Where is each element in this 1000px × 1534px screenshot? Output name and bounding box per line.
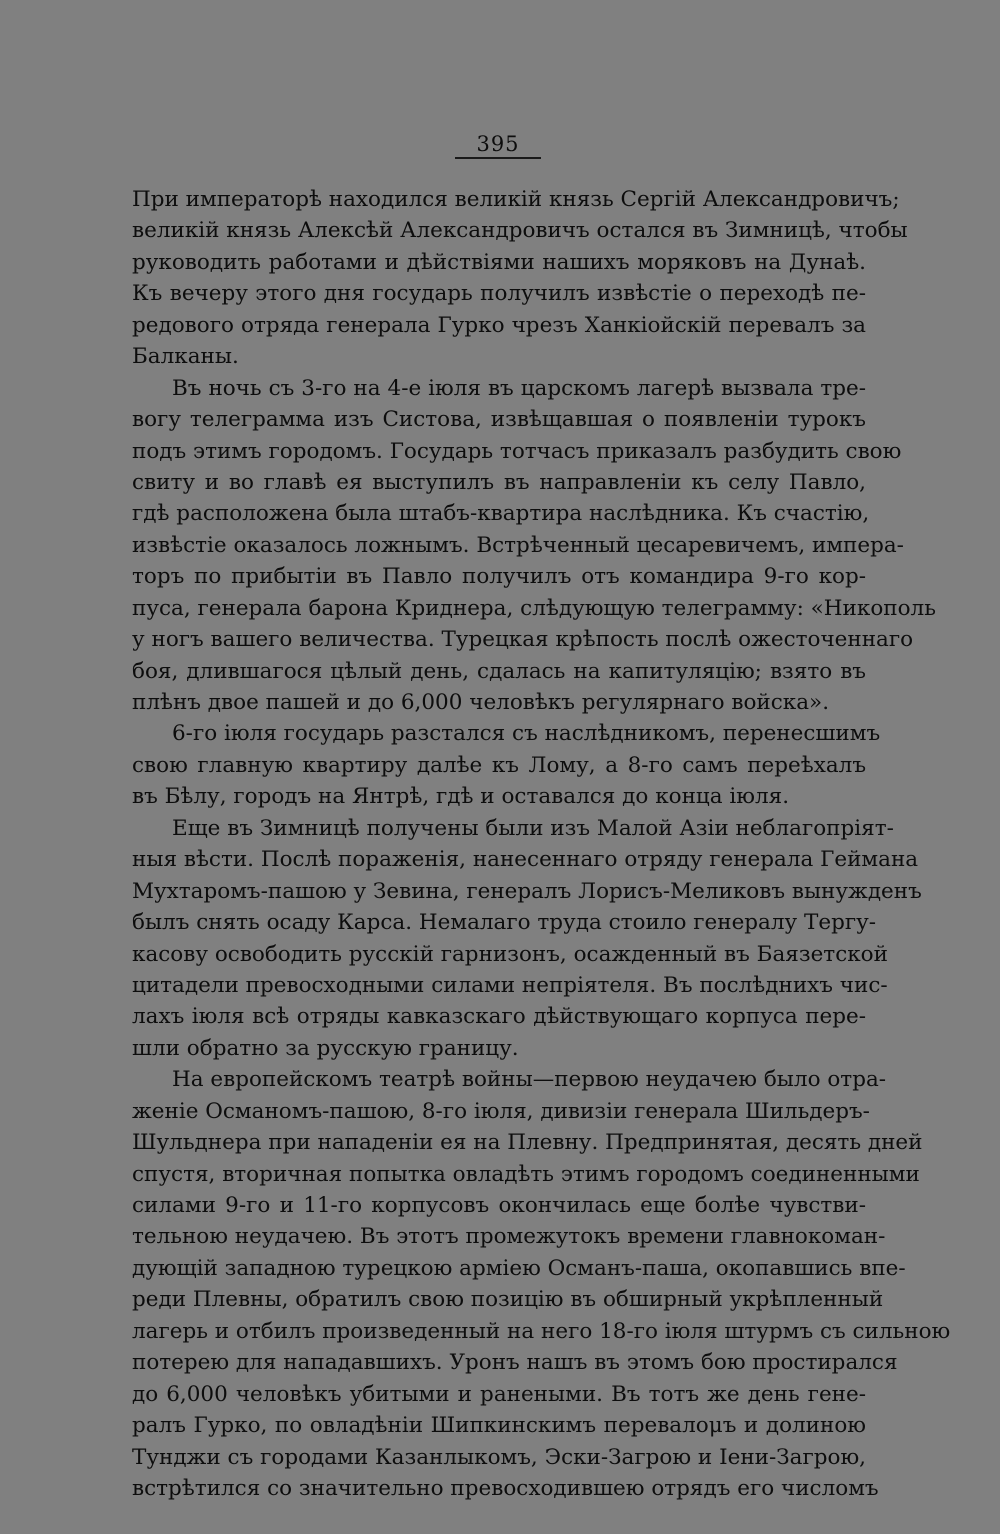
text-line: до 6,000 человѣкъ убитыми и ранеными. Въ тотъ же день гене-	[132, 1381, 866, 1407]
text-line: касову освободить русскій гарнизонъ, осажденный въ Баязетской	[132, 941, 888, 967]
text-line: редового отряда генерала Гурко чрезъ Ханкіойскій перевалъ за	[132, 312, 866, 338]
text-line: ралъ Гурко, по овладѣніи Шипкинскимъ перевалομъ и долиною	[132, 1413, 866, 1439]
text-line: великій князь Алексѣй Александровичъ остался въ Зимницѣ, чтобы	[132, 218, 908, 244]
text-line: свиту и во главѣ ея выступилъ въ направленіи къ селу Павло,	[132, 469, 866, 495]
text-line: вогу телеграмма изъ Систова, извѣщавшая о появленіи турокъ	[132, 407, 866, 433]
text-line: цитадели превосходными силами непріятеля. Въ послѣднихъ чис-	[132, 972, 888, 998]
text-line: подъ этимъ городомъ. Государь тотчасъ приказалъ разбудить свою	[132, 438, 902, 464]
text-line: 6-го іюля государь разстался съ наслѣдникомъ, перенесшимъ	[172, 721, 881, 747]
text-line: Мухтаромъ-пашою у Зевина, генералъ Лорисъ-Меликовъ вынужденъ	[132, 878, 922, 904]
text-line: свою главную квартиру далѣе къ Лому, а 8-го самъ переѣхалъ	[132, 752, 866, 778]
text-line: встрѣтился со значительно превосходившею отрядъ его числомъ	[132, 1475, 879, 1501]
text-line: у ногъ вашего величества. Турецкая крѣпость послѣ ожесточеннаго	[132, 627, 914, 653]
text-line: руководить работами и дѣйствіями нашихъ моряковъ на Дунаѣ.	[132, 249, 866, 275]
text-line: тельною неудачею. Въ этотъ промежутокъ времени главнокоман-	[132, 1224, 886, 1250]
page-number: 395	[476, 132, 520, 156]
text-line: При императорѣ находился великій князь Сергій Александровичъ;	[132, 187, 900, 212]
text-line: извѣстіе оказалось ложнымъ. Встрѣченный цесаревичемъ, импера-	[132, 532, 904, 558]
text-line: Къ вечеру этого дня государь получилъ извѣстіе о переходѣ пе-	[132, 281, 866, 307]
text-line: Шульднера при нападеніи ея на Плевну. Предпринятая, десять дней	[132, 1130, 923, 1156]
text-line: торъ по прибытіи въ Павло получилъ отъ командира 9-го кор-	[132, 564, 866, 590]
text-line: спустя, вторичная попытка овладѣть этимъ городомъ соединенными	[132, 1161, 920, 1187]
text-line: лагерь и отбилъ произведенный на него 18-го іюля штурмъ съ сильною	[132, 1318, 951, 1344]
text-line: На европейскомъ театрѣ войны—первою неудачею было отра-	[172, 1067, 887, 1093]
text-line: пуса, генерала барона Криднера, слѣдующую телеграмму: «Никополь	[132, 595, 936, 621]
text-line: лахъ іюля всѣ отряды кавказскаго дѣйствующаго корпуса пере-	[132, 1004, 866, 1030]
text-line: шли обратно за русскую границу.	[132, 1035, 519, 1061]
page-number-rule	[455, 157, 541, 159]
text-line: дующій западною турецкою арміею Османъ-паша, окопавшись впе-	[132, 1255, 906, 1281]
text-line: потерею для нападавшихъ. Уронъ нашъ въ этомъ бою простирался	[132, 1350, 898, 1376]
text-line: Тунджи съ городами Казанлыкомъ, Эски-Загрою и Іени-Загрою,	[132, 1444, 866, 1470]
text-line: Еще въ Зимницѣ получены были изъ Малой Азіи неблагопріят-	[172, 815, 894, 841]
text-line: Въ ночь съ 3-го на 4-е іюля въ царскомъ лагерѣ вызвала тре-	[172, 375, 866, 401]
text-line: женіе Османомъ-пашою, 8-го іюля, дивизіи генерала Шильдеръ-	[132, 1098, 870, 1124]
text-line: былъ снять осаду Карса. Немалаго труда стоило генералу Тергу-	[132, 910, 877, 936]
body-text	[132, 184, 951, 1504]
text-line: въ Бѣлу, городъ на Янтрѣ, гдѣ и оставался до конца іюля.	[132, 784, 790, 810]
text-line: силами 9-го и 11-го корпусовъ окончилась еще болѣе чувстви-	[132, 1193, 866, 1218]
text-line: боя, длившагося цѣлый день, сдалась на капитуляцію; взято въ	[132, 658, 866, 684]
text-line: ныя вѣсти. Послѣ пораженія, нанесеннаго отряду генерала Геймана	[132, 847, 919, 873]
text-line: плѣнъ двое пашей и до 6,000 человѣкъ регулярнаго войска».	[132, 690, 830, 715]
text-line: Балканы.	[132, 344, 239, 370]
text-line: гдѣ расположена была штабъ-квартира наслѣдника. Къ счастію,	[132, 501, 870, 527]
text-line: реди Плевны, обратилъ свою позицію въ обширный укрѣпленный	[132, 1287, 884, 1313]
